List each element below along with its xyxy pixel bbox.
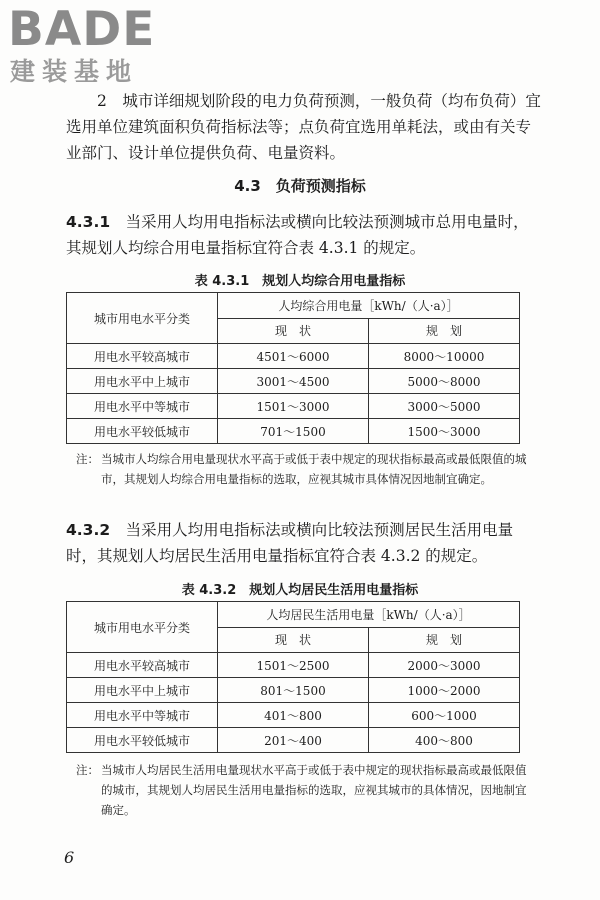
planned-cell: 5000～8000 [369,369,520,394]
current-header: 现 状 [218,318,369,344]
table-4-3-1 [66,292,520,444]
section-title: 4.3 负荷预测指标 [234,177,366,195]
clause-text: 当采用人均用电指标法或横向比较法预测居民生活用电量时，其规划人均居民生活用电量指标宜符合表 4.3.2 的规定。 [66,521,514,565]
category-header: 城市用电水平分类 [67,602,218,653]
table-row [67,703,520,728]
note-text: 当城市人均居民生活用电量现状水平高于或低于表中规定的现状指标最高或最低限值的城市，其规划人均居民生活用电量指标的选取，应视其城市的具体情况，因地制宜确定。 [101,763,527,817]
category-cell: 用电水平较低城市 [67,728,218,753]
logo-wordmark: BADE [8,2,156,57]
logo-subtitle: 建装基地 [10,57,139,86]
table-4-3-2 [66,601,520,753]
clause-4-3-1 [66,209,542,261]
note-label: 注： [76,763,99,777]
table-row [67,419,520,444]
table-note [76,760,536,820]
current-cell: 3001～4500 [218,369,369,394]
category-cell: 用电水平中等城市 [67,394,218,419]
table-caption: 表 4.3.1 规划人均综合用电量指标 [194,274,406,289]
table-note [76,449,536,489]
note-label: 注： [76,452,99,466]
planned-header: 规 划 [369,627,520,653]
note-text: 当城市人均综合用电量现状水平高于或低于表中规定的现状指标最高或最低限值的城市，其规划人均综合用电量指标的选取，应视其城市具体情况因地制宜确定。 [101,452,527,486]
clause-text: 当采用人均用电指标法或横向比较法预测城市总用电量时，其规划人均综合用电量指标宜符合表 4.3.1 的规定。 [66,213,529,257]
current-cell: 701～1500 [218,419,369,444]
category-cell: 用电水平中等城市 [67,703,218,728]
table-row [67,394,520,419]
current-cell: 801～1500 [218,678,369,703]
bade-logo [8,4,176,88]
category-cell: 用电水平中上城市 [67,369,218,394]
intro-paragraph: 2 城市详细规划阶段的电力负荷预测，一般负荷（均布负荷）宜选用单位建筑面积负荷指标法等；点负荷宜选用单耗法，或由有关专业部门、设计单位提供负荷、电量资料。 [66,92,541,162]
category-cell: 用电水平中上城市 [67,678,218,703]
clause-4-3-2 [66,517,542,569]
current-cell: 401～800 [218,703,369,728]
current-cell: 1501～3000 [218,394,369,419]
table-row [67,369,520,394]
planned-header: 规 划 [369,318,520,344]
group-header: 人均居民生活用电量［kWh/（人·a）］ [218,602,520,628]
category-cell: 用电水平较低城市 [67,419,218,444]
table-row [67,728,520,753]
planned-cell: 8000～10000 [369,344,520,369]
current-header: 现 状 [218,627,369,653]
planned-cell: 600～1000 [369,703,520,728]
current-cell: 4501～6000 [218,344,369,369]
clause-number: 4.3.2 [66,521,111,539]
table-caption: 表 4.3.2 规划人均居民生活用电量指标 [181,583,419,598]
category-cell: 用电水平较高城市 [67,653,218,678]
planned-cell: 1500～3000 [369,419,520,444]
category-header: 城市用电水平分类 [67,293,218,344]
clause-number: 4.3.1 [66,213,111,231]
planned-cell: 3000～5000 [369,394,520,419]
table-row [67,678,520,703]
category-cell: 用电水平较高城市 [67,344,218,369]
table-row [67,653,520,678]
group-header: 人均综合用电量［kWh/（人·a）］ [218,293,520,319]
planned-cell: 400～800 [369,728,520,753]
current-cell: 1501～2500 [218,653,369,678]
table-row [67,344,520,369]
current-cell: 201～400 [218,728,369,753]
planned-cell: 1000～2000 [369,678,520,703]
page-number: 6 [64,848,75,867]
planned-cell: 2000～3000 [369,653,520,678]
